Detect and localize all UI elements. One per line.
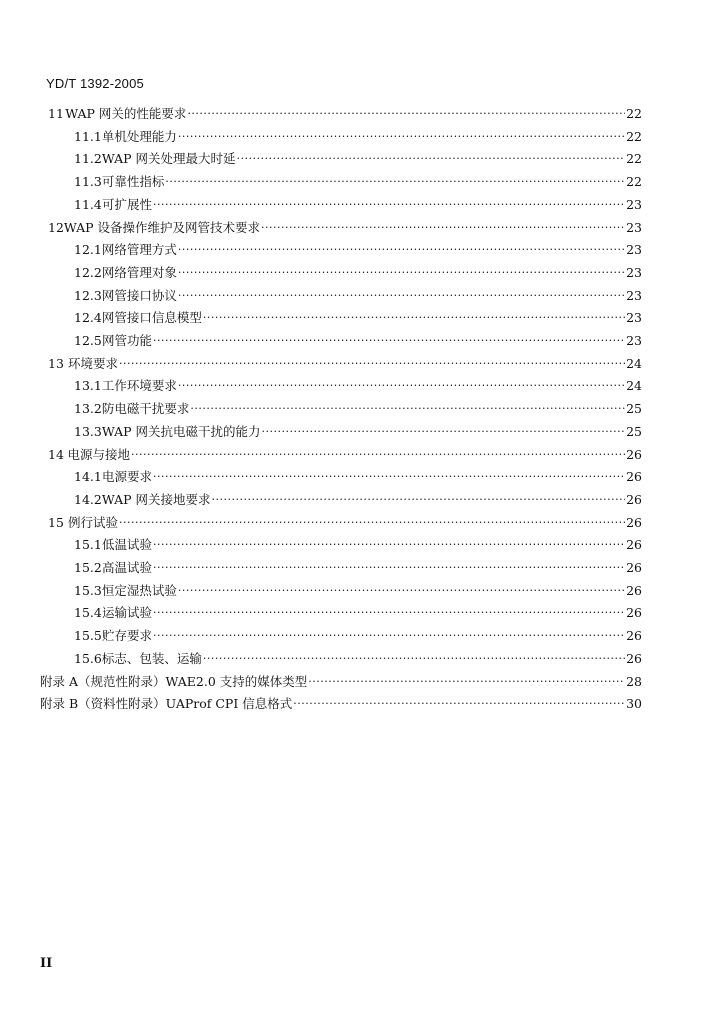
toc-subsection-entry [74, 533, 642, 553]
toc-entry-number: 附录 B（资料性附录） [40, 696, 166, 712]
toc-entry-page: 23 [626, 264, 642, 280]
toc-entry-number: 14.2 [74, 491, 102, 507]
toc-subsection-entry [74, 125, 642, 145]
toc-entry-page: 24 [626, 378, 642, 394]
toc-entry-title: 网管功能 [101, 333, 152, 348]
toc-subsection-entry [74, 420, 642, 440]
toc-entry-page: 22 [626, 151, 642, 167]
toc-entry-number: 11.4 [74, 196, 102, 212]
toc-entry-number: 附录 A（规范性附录） [40, 673, 166, 689]
toc-entry-page: 26 [626, 469, 642, 485]
toc-subsection-entry [74, 193, 642, 213]
toc-appendix-entry [40, 692, 642, 712]
toc-entry-title: 单机处理能力 [101, 128, 177, 144]
toc-entry-page: 25 [626, 423, 642, 439]
toc-entry-title: 可靠性指标 [101, 174, 165, 190]
toc-entry-page: 24 [626, 355, 642, 371]
toc-entry-title: 网络管理方式 [101, 242, 177, 258]
toc-entry-title: WAP 网关的性能要求 [65, 106, 187, 121]
toc-dot-leader [153, 537, 625, 553]
toc-entry-title: WAP 网关处理最大时延 [101, 151, 236, 167]
toc-dot-leader [119, 515, 625, 531]
toc-section-entry [48, 216, 642, 236]
toc-subsection-entry [74, 147, 642, 167]
toc-entry-title: 工作环境要求 [101, 378, 177, 394]
toc-entry-title: 网络管理对象 [101, 264, 177, 280]
toc-entry-title: 标志、包装、运输 [101, 650, 202, 666]
toc-entry-number: 15.3 [74, 582, 102, 598]
toc-entry-title: 恒定湿热试验 [101, 582, 177, 598]
toc-entry-page: 23 [626, 287, 642, 303]
toc-dot-leader [119, 356, 625, 372]
toc-dot-leader [190, 401, 625, 417]
toc-entry-title: 电源与接地 [67, 446, 131, 462]
toc-section-entry [48, 102, 642, 122]
page-number: II [40, 956, 53, 971]
toc-dot-leader [293, 696, 625, 712]
toc-entry-title: 环境要求 [68, 355, 119, 371]
toc-entry-title: WAP 网关抗电磁干扰的能力 [101, 423, 261, 439]
toc-subsection-entry [74, 624, 642, 644]
toc-entry-number: 11.2 [74, 151, 102, 167]
toc-entry-page: 22 [626, 106, 642, 121]
toc-section-entry [48, 443, 642, 463]
toc-dot-leader [153, 197, 625, 213]
toc-dot-leader [308, 674, 625, 690]
toc-entry-number: 13 [48, 355, 64, 371]
toc-entry-number: 14 [48, 446, 64, 462]
toc-entry-title: 网管接口协议 [101, 287, 177, 303]
toc-dot-leader [178, 378, 625, 394]
toc-entry-number: 11 [48, 106, 64, 121]
toc-entry-number: 12 [48, 219, 64, 235]
toc-subsection-entry [74, 647, 642, 667]
document-code: YD/T 1392-2005 [46, 76, 144, 91]
toc-dot-leader [203, 651, 625, 667]
toc-entry-title: 贮存要求 [101, 628, 152, 644]
toc-subsection-entry [74, 306, 642, 326]
toc-entry-number: 15.1 [74, 537, 102, 553]
toc-entry-title: WAE2.0 支持的媒体类型 [165, 673, 308, 689]
toc-entry-number: 12.2 [74, 264, 102, 280]
toc-entry-number: 15.5 [74, 628, 102, 644]
toc-entry-title: 可扩展性 [101, 196, 152, 212]
toc-entry-title: 防电磁干扰要求 [101, 401, 190, 417]
toc-dot-leader [178, 242, 625, 258]
toc-subsection-entry [74, 488, 642, 508]
toc-entry-number: 15 [48, 514, 64, 530]
toc-subsection-entry [74, 579, 642, 599]
toc-entry-number: 12.5 [74, 333, 102, 348]
toc-dot-leader [261, 220, 625, 236]
toc-appendix-entry [40, 670, 642, 690]
toc-entry-number: 11.3 [74, 174, 102, 190]
toc-entry-page: 26 [626, 537, 642, 553]
toc-entry-number: 14.1 [74, 469, 102, 485]
toc-entry-number: 15.2 [74, 560, 102, 575]
toc-subsection-entry [74, 170, 642, 190]
toc-dot-leader [165, 174, 625, 190]
toc-dot-leader [153, 469, 625, 485]
toc-entry-number: 15.4 [74, 605, 102, 621]
toc-dot-leader [153, 605, 625, 621]
toc-entry-title: UAProf CPI 信息格式 [165, 696, 293, 712]
toc-entry-page: 26 [626, 514, 642, 530]
toc-entry-page: 26 [626, 446, 642, 462]
toc-subsection-entry [74, 397, 642, 417]
toc-entry-number: 12.1 [74, 242, 102, 258]
toc-entry-page: 26 [626, 605, 642, 621]
toc-dot-leader [236, 151, 625, 167]
toc-entry-page: 26 [626, 650, 642, 666]
toc-subsection-entry [74, 465, 642, 485]
toc-subsection-entry [74, 261, 642, 281]
toc-entry-page: 23 [626, 196, 642, 212]
toc-dot-leader [131, 447, 625, 463]
toc-section-entry [48, 352, 642, 372]
toc-entry-page: 23 [626, 219, 642, 235]
toc-entry-number: 13.3 [74, 423, 102, 439]
toc-subsection-entry [74, 284, 642, 304]
toc-dot-leader [153, 333, 625, 349]
toc-entry-title: 网管接口信息模型 [101, 310, 202, 326]
toc-entry-title: 电源要求 [101, 469, 152, 485]
toc-entry-number: 13.2 [74, 401, 102, 417]
toc-entry-number: 11.1 [74, 128, 102, 144]
toc-subsection-entry [74, 374, 642, 394]
toc-dot-leader [178, 583, 625, 599]
toc-entry-title: 高温试验 [101, 560, 152, 575]
toc-dot-leader [187, 106, 625, 122]
toc-entry-page: 22 [626, 128, 642, 144]
toc-subsection-entry [74, 238, 642, 258]
toc-entry-page: 23 [626, 242, 642, 258]
toc-entry-page: 26 [626, 560, 642, 575]
toc-dot-leader [261, 424, 625, 440]
toc-subsection-entry [74, 556, 642, 576]
toc-dot-leader [153, 628, 625, 644]
toc-entry-title: 低温试验 [101, 537, 152, 553]
toc-entry-page: 25 [626, 401, 642, 417]
toc-entry-number: 12.4 [74, 310, 102, 326]
toc-entry-page: 30 [626, 696, 642, 712]
toc-entry-number: 12.3 [74, 287, 102, 303]
toc-subsection-entry [74, 601, 642, 621]
toc-section-entry [48, 511, 642, 531]
toc-entry-number: 13.1 [74, 378, 102, 394]
toc-entry-number: 15.6 [74, 650, 102, 666]
toc-entry-title: 运输试验 [101, 605, 152, 621]
toc-subsection-entry [74, 329, 642, 349]
toc-dot-leader [178, 288, 625, 304]
toc-dot-leader [211, 492, 625, 508]
toc-entry-page: 23 [626, 310, 642, 326]
toc-dot-leader [178, 129, 625, 145]
toc-dot-leader [153, 560, 625, 576]
toc-dot-leader [203, 310, 625, 326]
toc-entry-title: WAP 网关接地要求 [101, 491, 211, 507]
toc-entry-page: 23 [626, 333, 642, 348]
toc-entry-page: 26 [626, 628, 642, 644]
toc-entry-page: 22 [626, 174, 642, 190]
toc-entry-page: 26 [626, 582, 642, 598]
toc-entry-title: 例行试验 [68, 514, 119, 530]
toc-dot-leader [178, 265, 625, 281]
toc-entry-page: 28 [626, 673, 642, 689]
toc-entry-title: WAP 设备操作维护及网管技术要求 [63, 219, 261, 235]
toc-entry-page: 26 [626, 491, 642, 507]
